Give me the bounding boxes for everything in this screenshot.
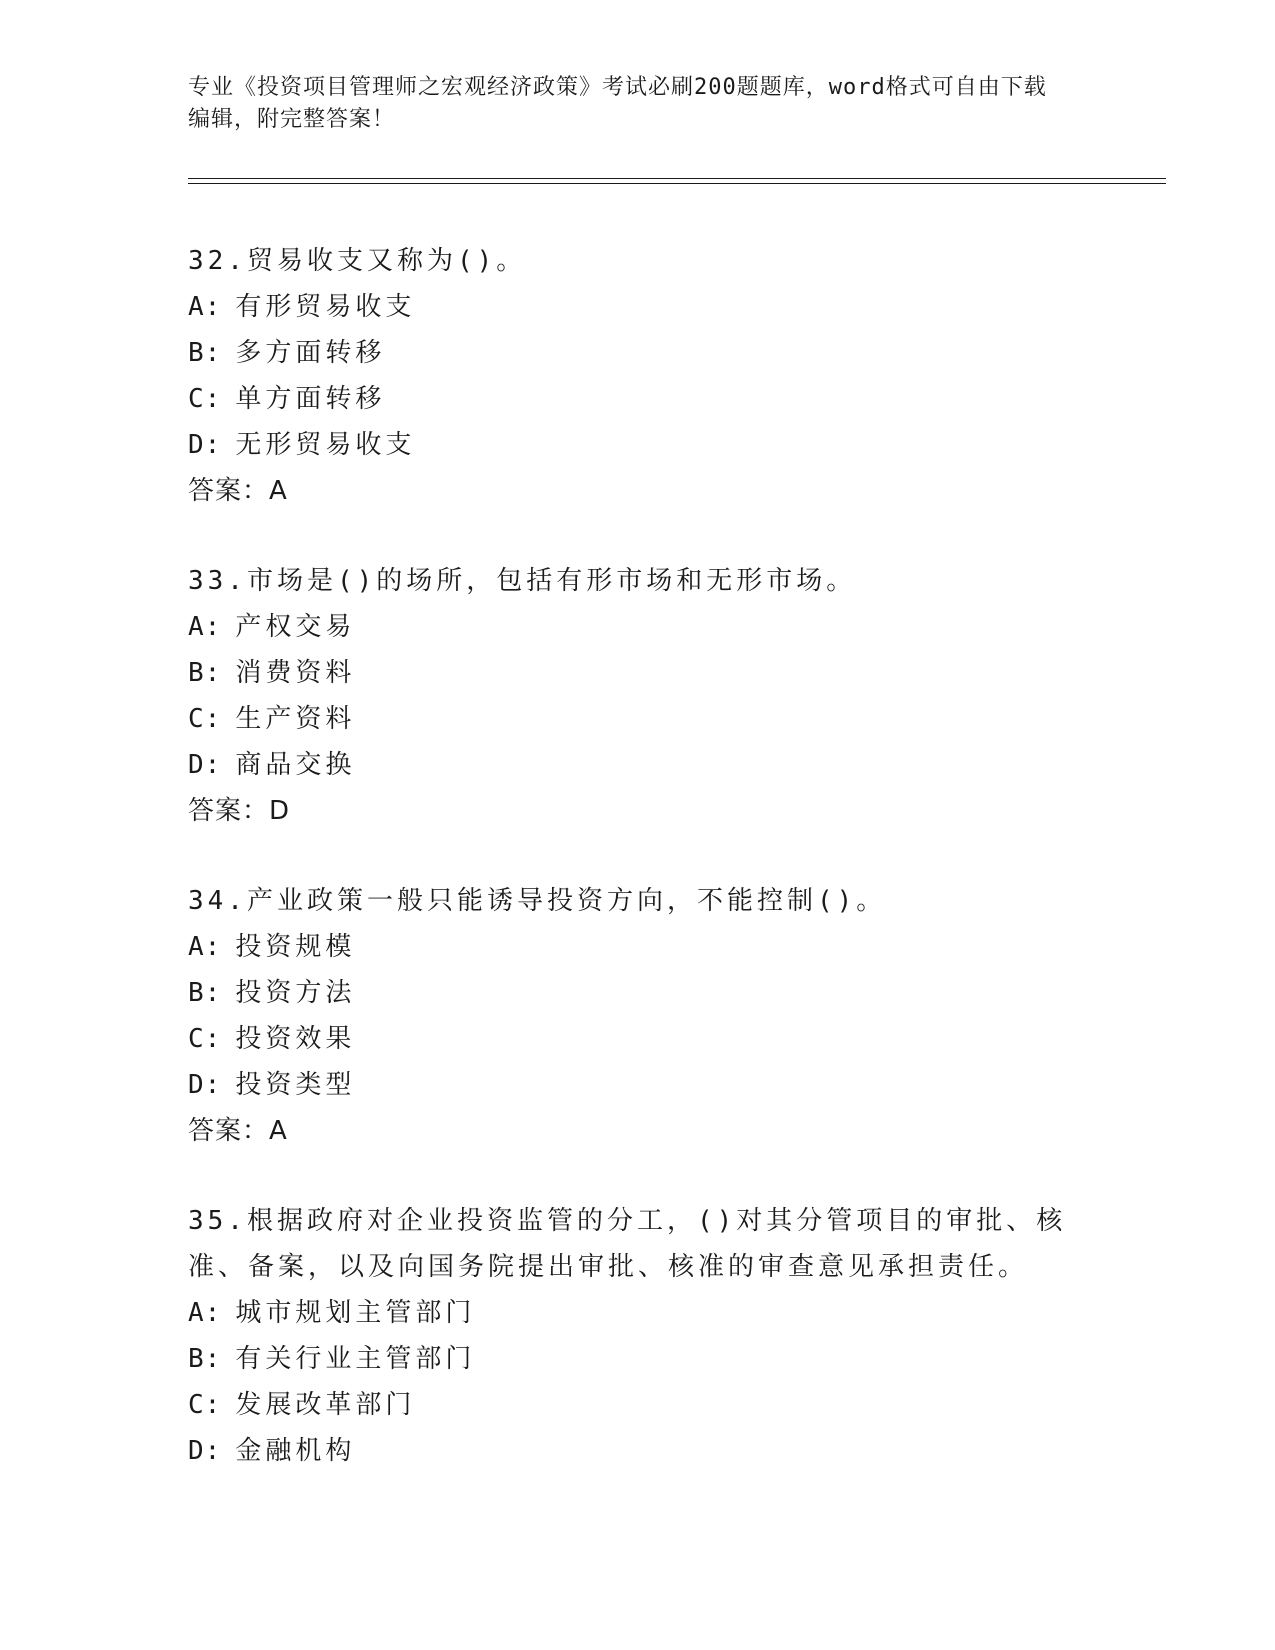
option-label: A: bbox=[188, 1298, 222, 1328]
header-divider-bottom bbox=[188, 183, 1166, 184]
option-label: A: bbox=[188, 612, 222, 642]
option-b bbox=[188, 330, 1088, 376]
option-text: 投资方法 bbox=[235, 978, 356, 1008]
answer: 答案：A bbox=[188, 476, 288, 506]
answer: 答案：A bbox=[188, 1116, 288, 1146]
question-33 bbox=[188, 558, 1088, 834]
option-c bbox=[188, 376, 1088, 422]
answer: 答案：D bbox=[188, 796, 291, 826]
option-d bbox=[188, 1062, 1088, 1108]
option-label: D: bbox=[188, 1070, 222, 1100]
question-text: 35.根据政府对企业投资监管的分工，()对其分管项目的审批、核准、备案，以及向国务院提出审批、核准的审查意见承担责任。 bbox=[188, 1206, 1067, 1282]
option-text: 投资效果 bbox=[235, 1024, 356, 1054]
option-b bbox=[188, 1336, 1088, 1382]
option-text: 单方面转移 bbox=[235, 384, 386, 414]
option-label: D: bbox=[188, 430, 222, 460]
option-b bbox=[188, 970, 1088, 1016]
question-text: 33.市场是()的场所，包括有形市场和无形市场。 bbox=[188, 566, 857, 596]
option-a bbox=[188, 284, 1088, 330]
option-text: 投资规模 bbox=[235, 932, 356, 962]
option-c bbox=[188, 1016, 1088, 1062]
option-text: 多方面转移 bbox=[235, 338, 386, 368]
option-text: 城市规划主管部门 bbox=[235, 1298, 476, 1328]
option-d bbox=[188, 742, 1088, 788]
option-text: 无形贸易收支 bbox=[235, 430, 416, 460]
option-text: 产权交易 bbox=[235, 612, 356, 642]
option-c bbox=[188, 1382, 1088, 1428]
option-label: B: bbox=[188, 1344, 222, 1374]
question-text: 34.产业政策一般只能诱导投资方向，不能控制()。 bbox=[188, 886, 887, 916]
option-label: C: bbox=[188, 1024, 222, 1054]
option-label: A: bbox=[188, 932, 222, 962]
option-label: A: bbox=[188, 292, 222, 322]
option-b bbox=[188, 650, 1088, 696]
option-label: D: bbox=[188, 750, 222, 780]
option-text: 有形贸易收支 bbox=[235, 292, 416, 322]
option-d bbox=[188, 422, 1088, 468]
option-text: 金融机构 bbox=[235, 1436, 356, 1466]
question-35 bbox=[188, 1198, 1088, 1474]
option-a bbox=[188, 1290, 1088, 1336]
header-divider-top bbox=[188, 178, 1166, 179]
option-d bbox=[188, 1428, 1088, 1474]
option-label: B: bbox=[188, 978, 222, 1008]
question-32 bbox=[188, 238, 1088, 514]
option-label: C: bbox=[188, 704, 222, 734]
option-label: B: bbox=[188, 338, 222, 368]
option-label: D: bbox=[188, 1436, 222, 1466]
option-a bbox=[188, 604, 1088, 650]
option-text: 消费资料 bbox=[235, 658, 356, 688]
option-text: 有关行业主管部门 bbox=[235, 1344, 476, 1374]
question-list bbox=[188, 238, 1088, 1518]
option-text: 生产资料 bbox=[235, 704, 356, 734]
option-text: 商品交换 bbox=[235, 750, 356, 780]
option-text: 投资类型 bbox=[235, 1070, 356, 1100]
option-label: B: bbox=[188, 658, 222, 688]
option-c bbox=[188, 696, 1088, 742]
document-header: 专业《投资项目管理师之宏观经济政策》考试必刷200题题库，word格式可自由下载编辑，附完整答案！ bbox=[188, 75, 1047, 132]
option-label: C: bbox=[188, 1390, 222, 1420]
option-text: 发展改革部门 bbox=[235, 1390, 416, 1420]
question-34 bbox=[188, 878, 1088, 1154]
option-a bbox=[188, 924, 1088, 970]
option-label: C: bbox=[188, 384, 222, 414]
question-text: 32.贸易收支又称为()。 bbox=[188, 246, 527, 276]
